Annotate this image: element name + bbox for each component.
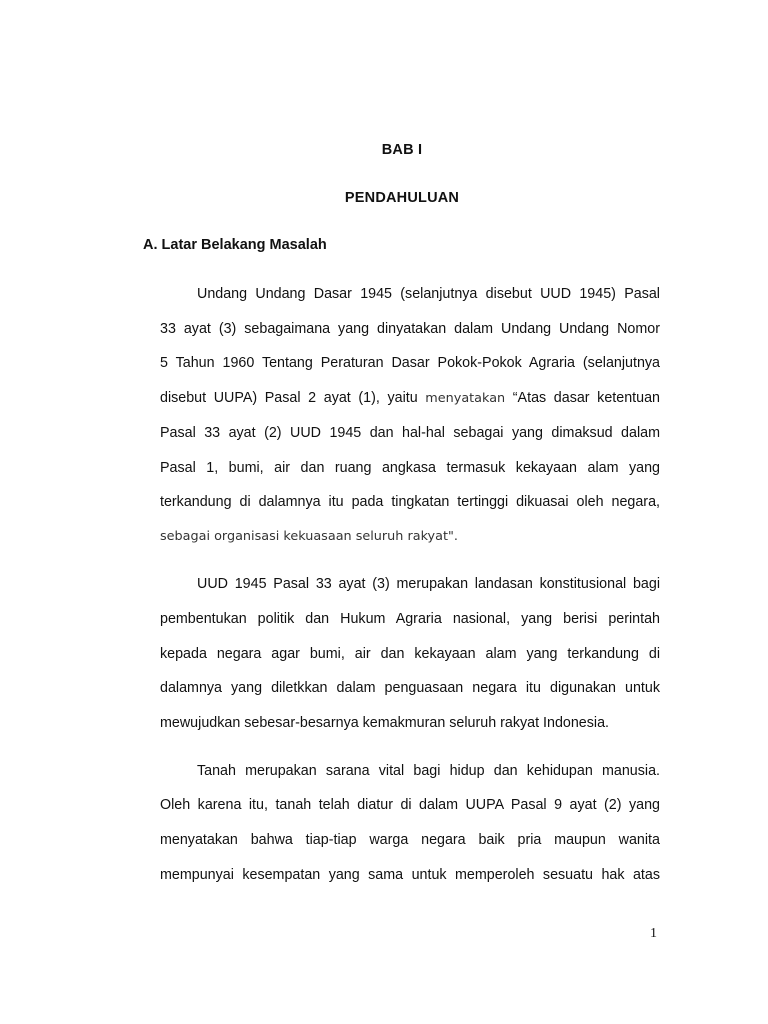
chapter-label: BAB I — [381, 142, 423, 158]
text-segment: “Atas dasar ketentuan — [505, 390, 660, 406]
paragraph-line: dalamnya yang diletkkan dalam penguasaan negara itu digunakan untuk — [160, 680, 660, 696]
paragraph-line: menyatakan bahwa tiap-tiap warga negara baik pria maupun wanita — [160, 832, 660, 848]
paragraph-line: Tanah merupakan sarana vital bagi hidup dan kehidupan manusia. — [197, 763, 660, 779]
paragraph-line: mempunyai kesempatan yang sama untuk memperoleh sesuatu hak atas — [160, 867, 660, 883]
page-number: 1 — [650, 926, 657, 941]
text-segment: disebut UUPA) Pasal 2 ayat (1), yaitu — [160, 390, 426, 406]
paragraph-line: kepada negara agar bumi, air dan kekayaan alam yang terkandung di — [160, 646, 660, 662]
paragraph-line: Pasal 1, bumi, air dan ruang angkasa termasuk kekayaan alam yang — [160, 460, 660, 476]
paragraph-line: 5 Tahun 1960 Tentang Peraturan Dasar Pokok-Pokok Agraria (selanjutnya — [160, 355, 660, 371]
paragraph-line: pembentukan politik dan Hukum Agraria nasional, yang berisi perintah — [160, 611, 660, 627]
chapter-title: PENDAHULUAN — [344, 190, 460, 206]
paragraph-line: UUD 1945 Pasal 33 ayat (3) merupakan landasan konstitusional bagi — [197, 576, 660, 592]
paragraph-line: mewujudkan sebesar-besarnya kemakmuran seluruh rakyat Indonesia. — [160, 715, 609, 731]
paragraph-line: terkandung di dalamnya itu pada tingkatan tertinggi dikuasai oleh negara, — [160, 494, 660, 510]
paragraph-line: Pasal 33 ayat (2) UUD 1945 dan hal-hal sebagai yang dimaksud dalam — [160, 425, 660, 441]
paragraph-line: 33 ayat (3) sebagaimana yang dinyatakan dalam Undang Undang Nomor — [160, 321, 660, 337]
text-segment: menyatakan — [425, 391, 506, 406]
paragraph-line: sebagai organisasi kekuasaan seluruh rakyat". — [160, 529, 458, 544]
paragraph-line: Oleh karena itu, tanah telah diatur di dalam UUPA Pasal 9 ayat (2) yang — [160, 797, 660, 813]
section-heading: A. Latar Belakang Masalah — [143, 237, 327, 253]
paragraph-line: Undang Undang Dasar 1945 (selanjutnya disebut UUD 1945) Pasal — [197, 286, 660, 302]
paragraph-line — [160, 390, 660, 406]
